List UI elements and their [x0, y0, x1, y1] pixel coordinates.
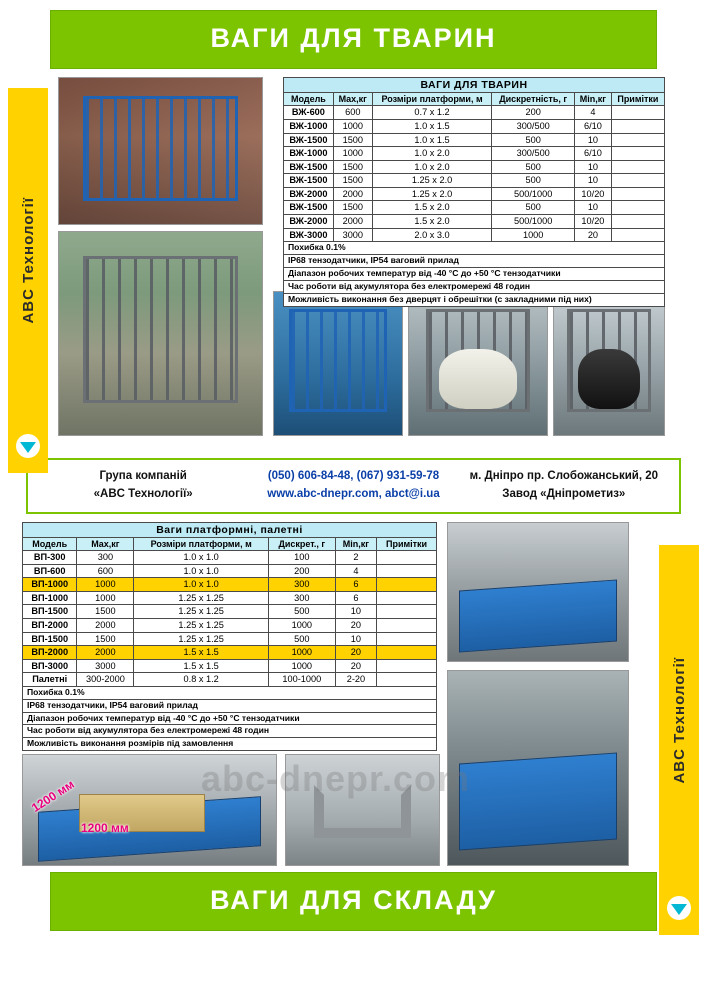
cell-size: 1.0 x 1.5 [372, 119, 492, 133]
note-text: Можливість виконання розмірів під замовлення [23, 738, 437, 751]
warehouse-scales-section [22, 522, 649, 872]
cell-min: 2 [335, 551, 376, 565]
cell-model: ВЖ-1500 [284, 174, 334, 188]
website-email[interactable]: www.abc-dnepr.com, abct@i.ua [267, 487, 440, 500]
table-row [284, 119, 665, 133]
cell-size: 1.5 x 1.5 [134, 646, 269, 660]
cell-model: ВЖ-3000 [284, 228, 334, 242]
col-model: Модель [23, 537, 77, 550]
cell-max: 3000 [333, 228, 372, 242]
note-text: Діапазон робочих температур від -40 °C до +50 °C тензодатчики [23, 712, 437, 725]
platform-scales-table [22, 522, 437, 752]
table-row [23, 551, 437, 565]
table-row [284, 133, 665, 147]
cell-min: 6 [335, 591, 376, 605]
cell-max: 2000 [333, 187, 372, 201]
table-note-row [23, 699, 437, 712]
photo-platform-scale-grey [447, 522, 629, 662]
table-row [23, 673, 437, 687]
table-row [23, 591, 437, 605]
cell-step: 500 [268, 605, 335, 619]
phone-numbers[interactable]: (050) 606-84-48, (067) 931-59-78 [267, 470, 440, 482]
cell-size: 1.25 x 2.0 [372, 187, 492, 201]
cell-step: 100 [268, 551, 335, 565]
cell-size: 1.25 x 1.25 [134, 605, 269, 619]
contact-phones-web [248, 468, 458, 504]
contact-company [38, 468, 248, 504]
cell-step: 300 [268, 578, 335, 592]
cell-max: 1000 [77, 578, 134, 592]
note-text: Час роботи від акумулятора без електромережі 48 годин [23, 725, 437, 738]
table-row [23, 605, 437, 619]
cell-model: ВП-3000 [23, 659, 77, 673]
cell-model: ВЖ-600 [284, 106, 334, 120]
cell-max: 2000 [77, 646, 134, 660]
cell-min: 6/10 [575, 147, 612, 161]
cell-size: 1.5 x 1.5 [134, 659, 269, 673]
cell-max: 1500 [77, 632, 134, 646]
cell-step: 1000 [492, 228, 575, 242]
cell-min: 20 [335, 659, 376, 673]
table-note-row [23, 686, 437, 699]
cell-step: 500 [492, 201, 575, 215]
animal-table-header-row [284, 93, 665, 106]
table-row [284, 106, 665, 120]
cell-note [611, 147, 664, 161]
cell-size: 1.25 x 1.25 [134, 618, 269, 632]
col-max: Max,кг [77, 537, 134, 550]
left-brand-rail [8, 88, 48, 473]
cell-model: ВП-2000 [23, 618, 77, 632]
cell-size: 1.0 x 1.0 [134, 578, 269, 592]
table-row [284, 147, 665, 161]
cell-model: ВП-1500 [23, 632, 77, 646]
table-row [284, 201, 665, 215]
cell-step: 500 [492, 174, 575, 188]
cell-note [611, 228, 664, 242]
cell-max: 2000 [77, 618, 134, 632]
cell-step: 300/500 [492, 147, 575, 161]
cell-model: Палетні [23, 673, 77, 687]
cell-min: 4 [575, 106, 612, 120]
cell-step: 500/1000 [492, 187, 575, 201]
table-note-row [284, 267, 665, 280]
animal-scales-table [283, 77, 665, 307]
table-row [23, 632, 437, 646]
cell-model: ВП-1500 [23, 605, 77, 619]
cell-note [377, 673, 437, 687]
note-text: IP68 тензодатчики, IP54 ваговий прилад [23, 699, 437, 712]
cell-max: 1500 [333, 160, 372, 174]
cell-size: 1.5 x 2.0 [372, 215, 492, 229]
cell-note [611, 133, 664, 147]
cell-size: 1.5 x 2.0 [372, 201, 492, 215]
animal-scales-table-wrap [283, 77, 665, 307]
cell-model: ВП-1000 [23, 578, 77, 592]
cell-min: 10 [575, 174, 612, 188]
cell-step: 200 [268, 564, 335, 578]
table-row [284, 160, 665, 174]
cell-max: 1500 [333, 174, 372, 188]
watermark: abc-dnepr.com [200, 757, 471, 799]
table-row [284, 187, 665, 201]
cell-max: 300-2000 [77, 673, 134, 687]
cell-note [611, 215, 664, 229]
cell-size: 1.0 x 1.0 [134, 564, 269, 578]
cell-note [377, 632, 437, 646]
cell-note [377, 591, 437, 605]
animal-table-notes [284, 242, 665, 306]
col-note: Примітки [377, 537, 437, 550]
cell-model: ВП-600 [23, 564, 77, 578]
cell-min: 10 [575, 160, 612, 174]
col-size: Розміри платформи, м [372, 93, 492, 106]
cell-step: 500 [268, 632, 335, 646]
cell-size: 1.0 x 1.0 [134, 551, 269, 565]
cell-note [377, 646, 437, 660]
photo-u-shaped-pallet-scale [285, 754, 440, 866]
table-note-row [23, 725, 437, 738]
animal-table-title: ВАГИ ДЛЯ ТВАРИН [284, 78, 665, 93]
top-banner: ВАГИ ДЛЯ ТВАРИН [50, 10, 657, 69]
cell-min: 6 [335, 578, 376, 592]
cell-step: 100-1000 [268, 673, 335, 687]
col-max: Max,кг [333, 93, 372, 106]
note-text: Можливість виконання без дверцят і обрешітки (с закладними під них) [284, 293, 665, 306]
table-row [284, 174, 665, 188]
cell-step: 1000 [268, 618, 335, 632]
table-row [23, 659, 437, 673]
cell-note [611, 187, 664, 201]
cell-step: 500 [492, 133, 575, 147]
table-row [284, 228, 665, 242]
col-step: Дискрет., г [268, 537, 335, 550]
cell-max: 1000 [333, 147, 372, 161]
cell-model: ВЖ-1500 [284, 133, 334, 147]
platform-scales-table-wrap [22, 522, 437, 752]
note-text: IP68 тензодатчики, IP54 ваговий прилад [284, 255, 665, 268]
dimension-depth-label: 1200 мм [29, 776, 77, 815]
col-model: Модель [284, 93, 334, 106]
cell-size: 1.0 x 2.0 [372, 147, 492, 161]
cell-min: 20 [335, 646, 376, 660]
cell-note [611, 201, 664, 215]
animal-table-body [284, 106, 665, 242]
cell-size: 2.0 x 3.0 [372, 228, 492, 242]
cell-max: 1500 [77, 605, 134, 619]
contact-bar [26, 458, 681, 514]
table-row [23, 564, 437, 578]
platform-table-title: Ваги платформні, палетні [23, 522, 437, 537]
photo-blue-cage-outdoor [273, 291, 403, 436]
table-row [23, 618, 437, 632]
cell-min: 20 [335, 618, 376, 632]
cell-max: 1000 [77, 591, 134, 605]
cell-note [377, 578, 437, 592]
cell-model: ВП-1000 [23, 591, 77, 605]
cell-step: 200 [492, 106, 575, 120]
cell-max: 300 [77, 551, 134, 565]
cell-min: 10 [575, 201, 612, 215]
company-line-1: Група компаній [99, 470, 187, 482]
photo-sheep-on-scale [408, 291, 548, 436]
cell-model: ВЖ-1500 [284, 201, 334, 215]
cell-max: 1500 [333, 201, 372, 215]
platform-table-header-row [23, 537, 437, 550]
cell-note [611, 119, 664, 133]
abc-drop-logo-icon [15, 433, 41, 459]
photo-blue-cage-scale [58, 77, 263, 225]
cell-min: 6/10 [575, 119, 612, 133]
col-min: Min,кг [575, 93, 612, 106]
note-text: Похибка 0.1% [23, 686, 437, 699]
cell-max: 1500 [333, 133, 372, 147]
cell-min: 2-20 [335, 673, 376, 687]
cell-model: ВЖ-2000 [284, 215, 334, 229]
cell-model: ВЖ-1000 [284, 147, 334, 161]
table-note-row [284, 242, 665, 255]
cell-size: 1.0 x 2.0 [372, 160, 492, 174]
cell-max: 600 [77, 564, 134, 578]
cell-note [377, 618, 437, 632]
cell-step: 500 [492, 160, 575, 174]
right-rail-label: ABC Технології [670, 656, 688, 784]
cell-size: 0.8 x 1.2 [134, 673, 269, 687]
cell-step: 500/1000 [492, 215, 575, 229]
cell-size: 1.0 x 1.5 [372, 133, 492, 147]
cell-min: 4 [335, 564, 376, 578]
cell-model: ВЖ-2000 [284, 187, 334, 201]
cell-max: 3000 [77, 659, 134, 673]
table-note-row [284, 255, 665, 268]
cell-note [611, 174, 664, 188]
company-line-2: «ABC Технології» [93, 487, 193, 500]
cell-model: ВЖ-1000 [284, 119, 334, 133]
cell-min: 10 [575, 133, 612, 147]
cell-max: 1000 [333, 119, 372, 133]
plant-line: Завод «Дніпрометиз» [502, 487, 626, 500]
address-line: м. Дніпро пр. Слобожанський, 20 [469, 470, 659, 482]
cell-note [377, 659, 437, 673]
cell-note [377, 551, 437, 565]
cell-min: 10 [335, 605, 376, 619]
cell-model: ВЖ-1500 [284, 160, 334, 174]
table-note-row [23, 738, 437, 751]
cell-size: 1.25 x 1.25 [134, 591, 269, 605]
col-size: Розміри платформи, м [134, 537, 269, 550]
photo-pallet-with-dimensions [22, 754, 277, 866]
bottom-banner: ВАГИ ДЛЯ СКЛАДУ [50, 872, 657, 931]
cell-step: 1000 [268, 659, 335, 673]
abc-drop-logo-icon [666, 895, 692, 921]
left-rail-label: ABC Технології [19, 197, 37, 324]
note-text: Діапазон робочих температур від -40 °C до +50 °C тензодатчики [284, 267, 665, 280]
platform-table-notes [23, 686, 437, 750]
cell-note [377, 605, 437, 619]
cell-model: ВП-300 [23, 551, 77, 565]
table-row [284, 215, 665, 229]
platform-table-body [23, 551, 437, 687]
cell-note [377, 564, 437, 578]
photo-cow-on-scale [553, 291, 665, 436]
table-note-row [284, 280, 665, 293]
table-row [23, 646, 437, 660]
cell-min: 20 [575, 228, 612, 242]
cell-min: 10/20 [575, 215, 612, 229]
note-text: Час роботи від акумулятора без електромережі 48 годин [284, 280, 665, 293]
photo-metal-cage-scale [58, 231, 263, 436]
dimension-width-label: 1200 мм [81, 820, 129, 835]
animal-scales-section [58, 73, 659, 448]
cell-max: 2000 [333, 215, 372, 229]
cell-step: 300 [268, 591, 335, 605]
col-step: Дискретність, г [492, 93, 575, 106]
table-note-row [23, 712, 437, 725]
col-note: Примітки [611, 93, 664, 106]
table-note-row [284, 293, 665, 306]
cell-size: 1.25 x 1.25 [134, 632, 269, 646]
note-text: Похибка 0.1% [284, 242, 665, 255]
cell-size: 1.25 x 2.0 [372, 174, 492, 188]
cell-note [611, 160, 664, 174]
contact-address [459, 468, 669, 504]
col-min: Min,кг [335, 537, 376, 550]
cell-step: 1000 [268, 646, 335, 660]
table-row [23, 578, 437, 592]
photo-platform-scale-blue [447, 670, 629, 866]
cell-min: 10/20 [575, 187, 612, 201]
cell-min: 10 [335, 632, 376, 646]
cell-model: ВП-2000 [23, 646, 77, 660]
cell-max: 600 [333, 106, 372, 120]
cell-size: 0.7 x 1.2 [372, 106, 492, 120]
right-brand-rail [659, 545, 699, 935]
cell-note [611, 106, 664, 120]
cell-step: 300/500 [492, 119, 575, 133]
